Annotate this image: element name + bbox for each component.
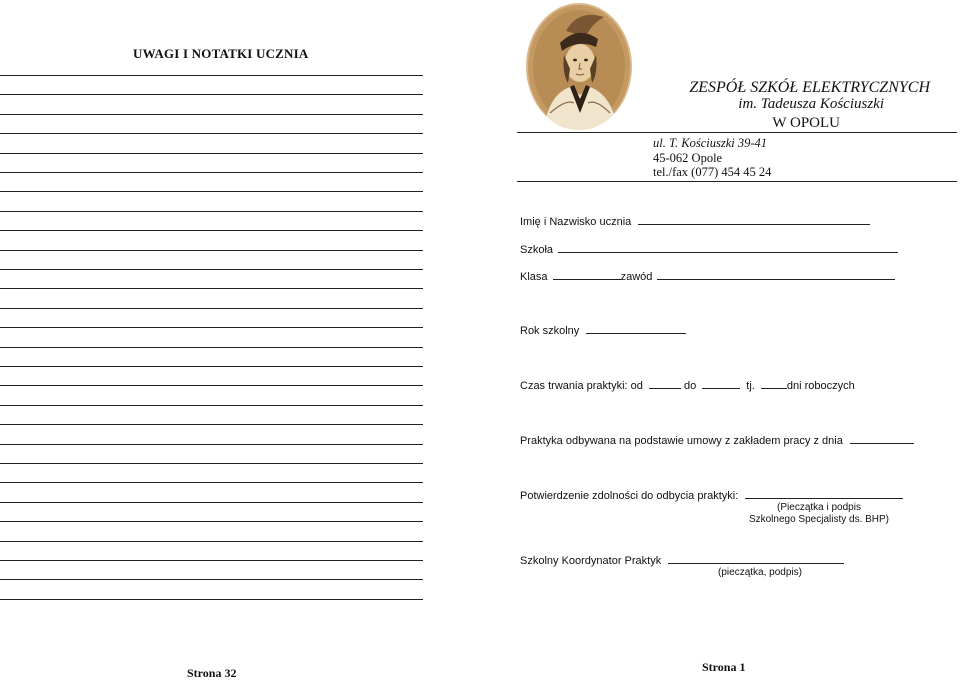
field-school-year-label: Rok szkolny	[520, 325, 580, 337]
field-duration-to-line[interactable]	[702, 378, 740, 389]
field-class-line[interactable]	[553, 269, 621, 280]
note-line[interactable]	[0, 424, 423, 425]
field-coordinator-label: Szkolny Koordynator Praktyk	[520, 555, 662, 567]
field-duration-from-line[interactable]	[649, 378, 681, 389]
note-line[interactable]	[0, 94, 423, 95]
field-duration-days-line[interactable]	[761, 378, 787, 389]
note-line[interactable]	[0, 385, 423, 386]
field-student-name-line[interactable]	[638, 214, 870, 225]
field-duration	[520, 378, 855, 392]
field-school-year-line[interactable]	[586, 323, 686, 334]
field-school	[520, 242, 898, 256]
school-address-street: ul. T. Kościuszki 39-41	[653, 136, 768, 150]
note-line[interactable]	[0, 521, 423, 522]
school-phone: tel./fax (077) 454 45 24	[653, 165, 772, 179]
field-fitness	[520, 488, 903, 502]
field-agreement	[520, 433, 914, 447]
note-line[interactable]	[0, 327, 423, 328]
note-line[interactable]	[0, 114, 423, 115]
field-profession-label: zawód	[620, 271, 653, 283]
note-line[interactable]	[0, 172, 423, 173]
note-line[interactable]	[0, 153, 423, 154]
school-address-postal: 45-062 Opole	[653, 151, 723, 165]
field-profession-line[interactable]	[657, 269, 895, 280]
note-line[interactable]	[0, 482, 423, 483]
portrait-image	[526, 3, 632, 130]
field-duration-prefix: Czas trwania praktyki: od	[520, 380, 643, 392]
note-line[interactable]	[0, 366, 423, 367]
notes-title: UWAGI I NOTATKI UCZNIA	[133, 46, 309, 61]
note-line[interactable]	[0, 211, 423, 212]
coordinator-stamp-caption: (pieczątka, podpis)	[718, 567, 802, 578]
page-number-right: Strona 1	[702, 660, 746, 674]
school-city: W OPOLU	[772, 115, 840, 131]
header-divider-bottom	[517, 181, 957, 182]
field-class-label: Klasa	[520, 271, 548, 283]
portrait-illustration	[526, 3, 632, 130]
note-line[interactable]	[0, 308, 423, 309]
school-patron: im. Tadeusza Kościuszki	[738, 96, 884, 112]
field-student-name-label: Imię i Nazwisko ucznia	[520, 216, 632, 228]
field-class	[520, 269, 895, 283]
field-duration-to-label: do	[683, 380, 697, 392]
note-line[interactable]	[0, 560, 423, 561]
field-duration-ie-label: tj.	[746, 380, 755, 392]
note-line[interactable]	[0, 288, 423, 289]
note-line[interactable]	[0, 347, 423, 348]
note-line[interactable]	[0, 405, 423, 406]
field-school-year	[520, 323, 686, 337]
note-line[interactable]	[0, 230, 423, 231]
note-line[interactable]	[0, 75, 423, 76]
note-line[interactable]	[0, 250, 423, 251]
field-coordinator	[520, 553, 844, 567]
note-line[interactable]	[0, 191, 423, 192]
field-student-name	[520, 214, 870, 228]
fitness-stamp-caption-2: Szkolnego Specjalisty ds. BHP)	[748, 514, 890, 525]
note-line[interactable]	[0, 133, 423, 134]
field-coordinator-line[interactable]	[668, 553, 844, 564]
note-line[interactable]	[0, 541, 423, 542]
note-line[interactable]	[0, 599, 423, 600]
field-agreement-date-line[interactable]	[850, 433, 914, 444]
note-line[interactable]	[0, 444, 423, 445]
fitness-stamp-caption-1: (Pieczątka i podpis	[777, 502, 861, 513]
field-duration-suffix: dni roboczych	[786, 380, 855, 392]
page-number-left: Strona 32	[187, 666, 237, 680]
school-name: ZESPÓŁ SZKÓŁ ELEKTRYCZNYCH	[689, 79, 930, 96]
note-line[interactable]	[0, 502, 423, 503]
field-fitness-label: Potwierdzenie zdolności do odbycia praktyki:	[520, 490, 739, 502]
note-line[interactable]	[0, 579, 423, 580]
header-divider-top	[517, 132, 957, 133]
field-fitness-line[interactable]	[745, 488, 903, 499]
field-school-label: Szkoła	[520, 244, 554, 256]
field-agreement-label: Praktyka odbywana na podstawie umowy z zakładem pracy z dnia	[520, 435, 843, 447]
note-line[interactable]	[0, 463, 423, 464]
note-line[interactable]	[0, 269, 423, 270]
field-school-line[interactable]	[558, 242, 898, 253]
